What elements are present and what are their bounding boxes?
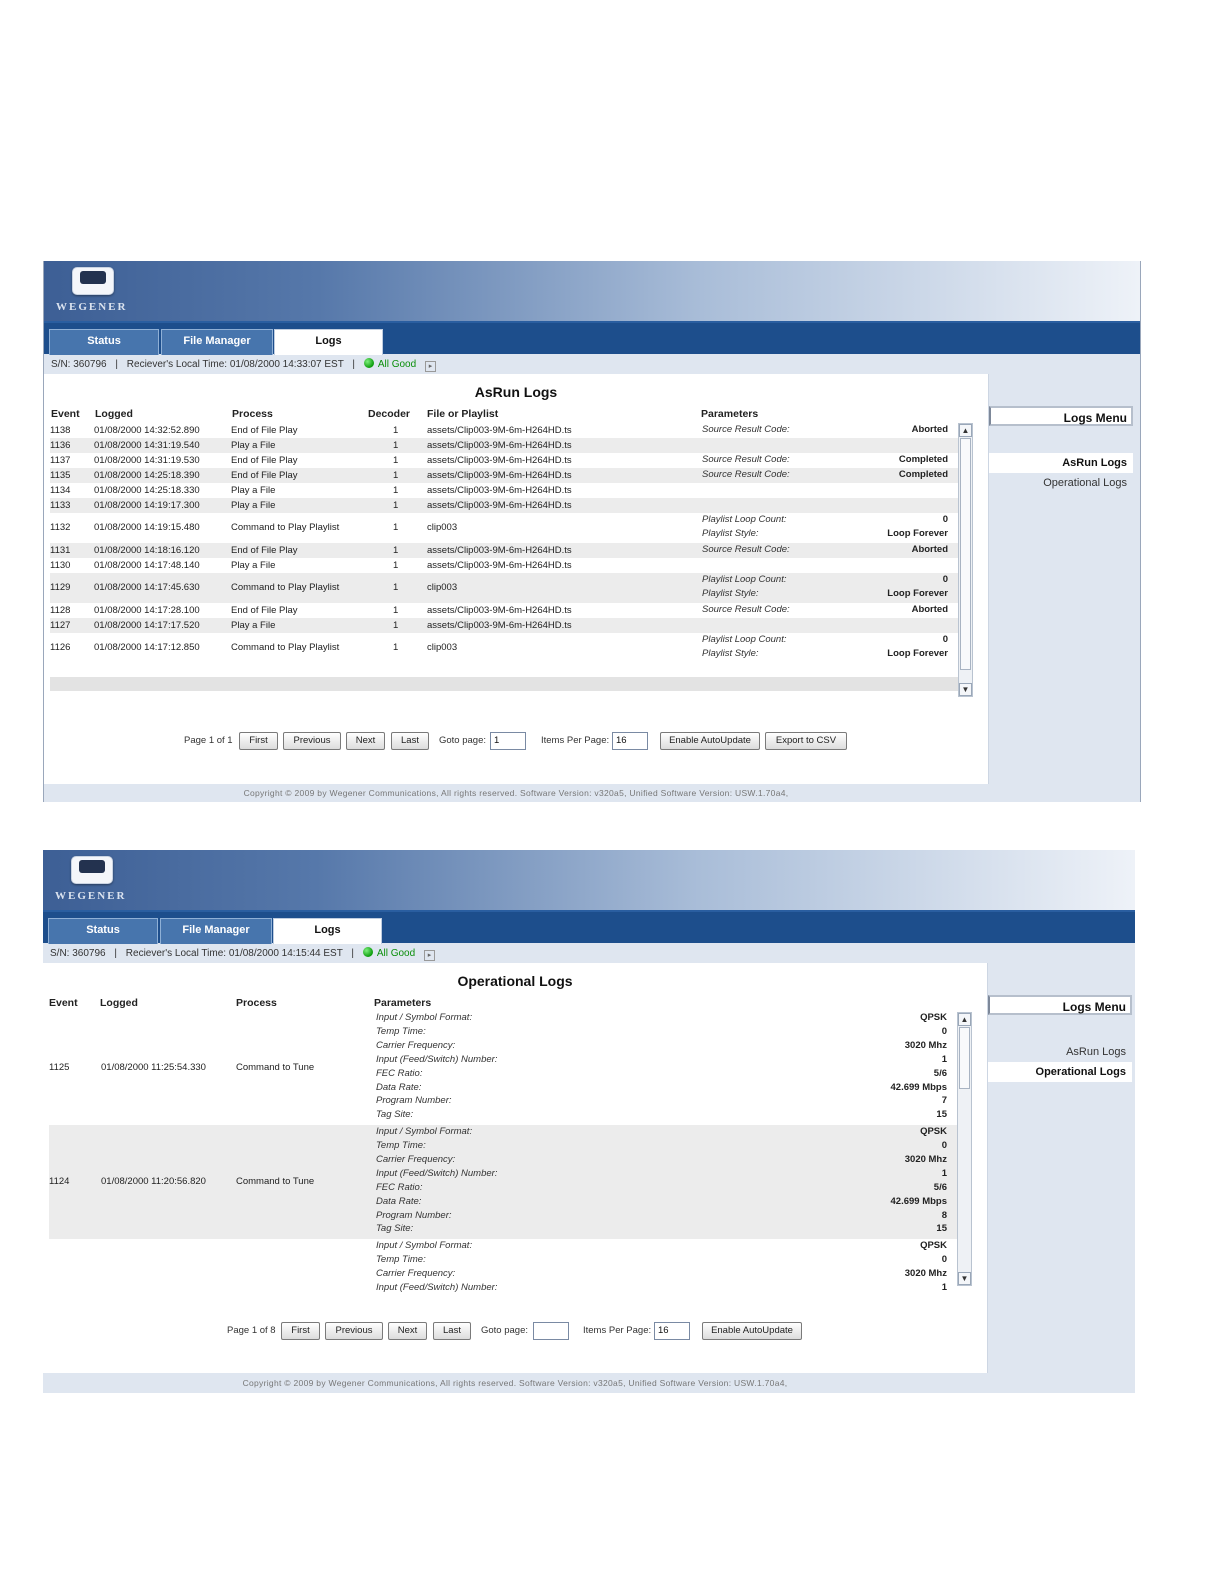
param-value: Aborted (911, 604, 948, 615)
process-name: Command to Play Playlist (231, 582, 340, 593)
wegener-logo (56, 267, 136, 317)
param-value: 0 (942, 514, 948, 525)
table-row (50, 498, 958, 513)
separator: | (352, 359, 356, 370)
wegener-logo (55, 856, 135, 906)
operational-logs-screen (43, 850, 1135, 1393)
operational-table-body (49, 1011, 957, 1294)
table-row (49, 1011, 957, 1125)
menu-item-operational-logs[interactable]: Operational Logs (1043, 477, 1127, 489)
menu-item-operational-logs[interactable]: Operational Logs (988, 1062, 1132, 1082)
logo-wordmark: WEGENER (55, 890, 127, 902)
goto-label: Goto page: (439, 735, 487, 746)
event-id: 1130 (50, 559, 71, 571)
col-file: File or Playlist (427, 408, 499, 420)
scroll-down-icon[interactable]: ▼ (959, 683, 972, 696)
asrun-logs-screen (43, 261, 1141, 802)
scroll-up-icon[interactable]: ▲ (958, 1013, 971, 1026)
param-label: Temp Time: (376, 1254, 426, 1266)
decoder-number: 1 (393, 642, 399, 653)
decoder-number: 1 (393, 582, 399, 593)
process-name: Play a File (231, 439, 276, 451)
file-or-playlist: assets/Clip003-9M-6m-H264HD.ts (427, 619, 572, 631)
param-label: Playlist Style: (702, 648, 759, 659)
logged-time: 01/08/2000 14:19:17.300 (94, 499, 200, 511)
logs-menu-title: Logs Menu (989, 406, 1133, 426)
logo-icon (72, 267, 114, 295)
decoder-number: 1 (393, 559, 399, 571)
decoder-number: 1 (393, 469, 399, 481)
header-banner (44, 261, 1140, 321)
goto-page-input[interactable]: 1 (490, 732, 526, 750)
expand-status-icon[interactable]: ▸ (425, 361, 436, 372)
status-ok-icon (363, 947, 373, 957)
param-value: 5/6 (933, 1067, 947, 1079)
table-row (50, 603, 958, 618)
logged-time: 01/08/2000 14:17:17.520 (94, 619, 200, 631)
param-label: Source Result Code: (702, 424, 790, 435)
next-page-button[interactable]: Next (346, 732, 385, 750)
event-id: 1127 (50, 619, 71, 631)
param-value: 0 (941, 1140, 947, 1152)
logged-time: 01/08/2000 14:25:18.330 (94, 484, 200, 496)
param-label: Carrier Frequency: (376, 1039, 456, 1051)
page-title: Operational Logs (457, 973, 573, 989)
param-value: Aborted (911, 424, 948, 435)
event-id: 1125 (49, 1062, 70, 1074)
param-value: 1 (941, 1282, 947, 1294)
decoder-number: 1 (393, 619, 399, 631)
decoder-number: 1 (393, 424, 399, 436)
param-value: 3020 Mhz (904, 1268, 947, 1280)
param-value: 42.699 Mbps (890, 1081, 947, 1093)
process-name: End of File Play (231, 604, 298, 616)
param-label: Temp Time: (376, 1140, 426, 1152)
process-name: Command to Tune (236, 1062, 315, 1074)
param-value: QPSK (920, 1012, 947, 1023)
local-time: Reciever's Local Time: 01/08/2000 14:15:44 EST (125, 948, 343, 959)
param-label: Tag Site: (376, 1223, 414, 1235)
param-value: 3020 Mhz (904, 1153, 947, 1165)
param-label: Tag Site: (376, 1109, 414, 1121)
tab-file-manager[interactable]: File Manager (160, 918, 272, 944)
process-name: Command to Play Playlist (231, 642, 340, 653)
table-row (50, 513, 958, 543)
table-row (50, 573, 958, 603)
status-line (50, 947, 435, 961)
table-footer-bar (50, 677, 958, 691)
logo-wordmark: WEGENER (56, 301, 128, 313)
asrun-logs-panel (44, 374, 989, 784)
process-name: End of File Play (231, 469, 298, 481)
scroll-up-icon[interactable]: ▲ (959, 424, 972, 437)
file-or-playlist: assets/Clip003-9M-6m-H264HD.ts (427, 484, 572, 496)
param-label: Data Rate: (376, 1195, 422, 1207)
next-page-button[interactable]: Next (388, 1322, 427, 1340)
file-or-playlist: assets/Clip003-9M-6m-H264HD.ts (427, 424, 572, 436)
table-row (50, 438, 958, 453)
items-per-page-label: Items Per Page: (583, 1325, 652, 1336)
param-value: 8 (941, 1209, 947, 1221)
goto-label: Goto page: (481, 1325, 529, 1336)
decoder-number: 1 (393, 522, 399, 533)
file-or-playlist: assets/Clip003-9M-6m-H264HD.ts (427, 469, 572, 481)
param-label: Playlist Loop Count: (702, 514, 787, 525)
param-label: Temp Time: (376, 1025, 426, 1037)
page-title: AsRun Logs (474, 384, 558, 400)
param-label: Input (Feed/Switch) Number: (376, 1167, 498, 1179)
param-value: QPSK (920, 1240, 947, 1252)
header-banner (43, 850, 1135, 910)
event-id: 1124 (49, 1176, 70, 1188)
param-label: Source Result Code: (702, 544, 790, 555)
logged-time: 01/08/2000 11:20:56.820 (101, 1176, 206, 1188)
table-row (50, 618, 958, 633)
param-value: 42.699 Mbps (890, 1195, 947, 1207)
param-label: Source Result Code: (702, 604, 790, 615)
items-per-page-input[interactable]: 16 (612, 732, 648, 750)
expand-status-icon[interactable]: ▸ (424, 950, 435, 961)
last-page-button[interactable]: Last (391, 732, 429, 750)
file-or-playlist: assets/Clip003-9M-6m-H264HD.ts (427, 604, 572, 616)
copyright-footer: Copyright © 2009 by Wegener Communications, All rights reserved. Software Version: v320a5, Unified Software Version: USW.1.70a4, (242, 1378, 788, 1388)
param-value: 15 (936, 1109, 947, 1121)
local-time: Reciever's Local Time: 01/08/2000 14:33:07 EST (126, 359, 344, 370)
decoder-number: 1 (393, 454, 399, 466)
logged-time: 01/08/2000 14:17:48.140 (94, 559, 200, 571)
param-label: Carrier Frequency: (376, 1268, 456, 1280)
decoder-number: 1 (393, 439, 399, 451)
logged-time: 01/08/2000 11:25:54.330 (101, 1062, 206, 1074)
items-per-page-input[interactable]: 16 (654, 1322, 690, 1340)
param-value: 0 (941, 1025, 947, 1037)
operational-logs-panel (43, 963, 988, 1373)
process-name: Command to Tune (236, 1176, 315, 1188)
decoder-number: 1 (393, 604, 399, 616)
logged-time: 01/08/2000 14:17:28.100 (94, 604, 200, 616)
param-value: 0 (942, 634, 948, 645)
col-logged: Logged (100, 997, 138, 1009)
table-row (50, 558, 958, 573)
param-value: Loop Forever (887, 648, 948, 659)
table-row (50, 483, 958, 498)
status-line (51, 358, 436, 372)
col-decoder: Decoder (368, 408, 411, 420)
tab-status[interactable]: Status (48, 918, 158, 944)
event-id: 1137 (50, 454, 71, 466)
col-parameters: Parameters (374, 997, 432, 1009)
items-per-page-label: Items Per Page: (541, 735, 610, 746)
separator: | (351, 948, 355, 959)
separator: | (115, 359, 118, 370)
param-label: Input / Symbol Format: (376, 1126, 473, 1138)
file-or-playlist: assets/Clip003-9M-6m-H264HD.ts (427, 559, 572, 571)
serial-number: S/N: 360796 (50, 948, 106, 959)
first-page-button[interactable]: First (239, 732, 278, 750)
param-value: Completed (898, 469, 948, 480)
param-label: Playlist Style: (702, 588, 759, 599)
process-name: Play a File (231, 619, 276, 631)
menu-item-asrun-logs[interactable]: AsRun Logs (1066, 1046, 1126, 1058)
event-id: 1136 (50, 439, 71, 451)
param-label: FEC Ratio: (376, 1181, 423, 1193)
tab-logs[interactable]: Logs (274, 329, 383, 355)
param-label: Input / Symbol Format: (376, 1012, 473, 1023)
status-text: All Good (376, 948, 416, 959)
process-name: Play a File (231, 559, 276, 571)
param-label: Playlist Style: (702, 528, 759, 539)
tab-logs[interactable]: Logs (273, 918, 382, 944)
param-value: 3020 Mhz (904, 1039, 947, 1051)
page-info: Page 1 of 8 (227, 1325, 276, 1336)
decoder-number: 1 (393, 544, 399, 556)
tab-status[interactable]: Status (49, 329, 159, 355)
col-parameters: Parameters (701, 408, 759, 420)
param-value: 1 (941, 1053, 947, 1065)
file-or-playlist: clip003 (427, 522, 458, 533)
param-value: 0 (942, 574, 948, 585)
param-value: Loop Forever (887, 588, 948, 599)
enable-autoupdate-button[interactable]: Enable AutoUpdate (660, 732, 760, 750)
param-value: Aborted (911, 544, 948, 555)
scroll-thumb[interactable] (959, 1027, 970, 1089)
table-header (49, 997, 969, 1011)
param-value: QPSK (920, 1126, 947, 1138)
param-label: Playlist Loop Count: (702, 634, 787, 645)
last-page-button[interactable]: Last (433, 1322, 471, 1340)
event-id: 1135 (50, 469, 71, 481)
param-value: Loop Forever (887, 528, 948, 539)
nav-tabs (43, 910, 1135, 943)
event-id: 1129 (50, 582, 71, 593)
enable-autoupdate-button[interactable]: Enable AutoUpdate (702, 1322, 802, 1340)
serial-number: S/N: 360796 (51, 359, 107, 370)
param-value: 15 (936, 1223, 947, 1235)
tab-file-manager[interactable]: File Manager (161, 329, 273, 355)
logged-time: 01/08/2000 14:18:16.120 (94, 544, 200, 556)
param-label: Program Number: (376, 1209, 452, 1221)
file-or-playlist: assets/Clip003-9M-6m-H264HD.ts (427, 499, 572, 511)
table-row (50, 468, 958, 483)
param-value: 7 (941, 1095, 947, 1107)
logged-time: 01/08/2000 14:17:12.850 (94, 642, 200, 653)
param-label: FEC Ratio: (376, 1067, 423, 1079)
process-name: End of File Play (231, 424, 298, 436)
param-label: Source Result Code: (702, 469, 790, 480)
param-label: Input (Feed/Switch) Number: (376, 1282, 498, 1294)
separator: | (114, 948, 117, 959)
file-or-playlist: clip003 (427, 582, 458, 593)
event-id: 1126 (50, 642, 71, 653)
decoder-number: 1 (393, 499, 399, 511)
event-id: 1128 (50, 604, 71, 616)
logged-time: 01/08/2000 14:19:15.480 (94, 522, 200, 533)
param-label: Carrier Frequency: (376, 1153, 456, 1165)
logged-time: 01/08/2000 14:17:45.630 (94, 582, 200, 593)
file-or-playlist: assets/Clip003-9M-6m-H264HD.ts (427, 454, 572, 466)
logged-time: 01/08/2000 14:31:19.530 (94, 454, 200, 466)
event-id: 1131 (50, 544, 71, 556)
table-row (49, 1239, 957, 1298)
table-row (50, 453, 958, 468)
status-text: All Good (377, 359, 417, 370)
process-name: Play a File (231, 499, 276, 511)
scroll-down-icon[interactable]: ▼ (958, 1272, 971, 1285)
logo-icon (71, 856, 113, 884)
decoder-number: 1 (393, 484, 399, 496)
first-page-button[interactable]: First (281, 1322, 320, 1340)
event-id: 1133 (50, 499, 71, 511)
param-label: Program Number: (376, 1095, 452, 1107)
scroll-thumb[interactable] (960, 438, 971, 670)
param-value: 1 (941, 1167, 947, 1179)
copyright-footer: Copyright © 2009 by Wegener Communications, All rights reserved. Software Version: v320a5, Unified Software Version: USW.1.70a4, (243, 788, 789, 798)
table-header (50, 408, 970, 422)
param-label: Input / Symbol Format: (376, 1240, 473, 1252)
logged-time: 01/08/2000 14:31:19.540 (94, 439, 200, 451)
page-info: Page 1 of 1 (184, 735, 233, 746)
col-event: Event (51, 408, 80, 420)
goto-page-input[interactable] (533, 1322, 569, 1340)
previous-page-button[interactable]: Previous (283, 732, 341, 750)
export-csv-button[interactable]: Export to CSV (765, 732, 847, 750)
table-row (50, 543, 958, 558)
logged-time: 01/08/2000 14:25:18.390 (94, 469, 200, 481)
event-id: 1134 (50, 484, 71, 496)
col-process: Process (236, 997, 277, 1009)
param-label: Data Rate: (376, 1081, 422, 1093)
logs-menu-title: Logs Menu (988, 995, 1132, 1015)
table-row (50, 423, 958, 438)
event-id: 1138 (50, 424, 71, 436)
param-value: 0 (941, 1254, 947, 1266)
logged-time: 01/08/2000 14:32:52.890 (94, 424, 200, 436)
previous-page-button[interactable]: Previous (325, 1322, 383, 1340)
nav-tabs (44, 321, 1140, 354)
param-value: Completed (898, 454, 948, 465)
file-or-playlist: assets/Clip003-9M-6m-H264HD.ts (427, 439, 572, 451)
process-name: End of File Play (231, 544, 298, 556)
table-scrollbar[interactable] (958, 423, 973, 697)
file-or-playlist: clip003 (427, 642, 458, 653)
param-label: Playlist Loop Count: (702, 574, 787, 585)
asrun-table-body (50, 423, 958, 676)
table-row (49, 1125, 957, 1239)
status-ok-icon (364, 358, 374, 368)
param-label: Input (Feed/Switch) Number: (376, 1053, 498, 1065)
process-name: Play a File (231, 484, 276, 496)
process-name: Command to Play Playlist (231, 522, 340, 533)
table-scrollbar[interactable] (957, 1012, 972, 1286)
event-id: 1132 (50, 522, 71, 533)
col-logged: Logged (95, 408, 133, 420)
process-name: End of File Play (231, 454, 298, 466)
param-label: Source Result Code: (702, 454, 790, 465)
col-event: Event (49, 997, 78, 1009)
file-or-playlist: assets/Clip003-9M-6m-H264HD.ts (427, 544, 572, 556)
table-row (50, 633, 958, 663)
param-value: 5/6 (933, 1181, 947, 1193)
col-process: Process (232, 408, 273, 420)
menu-item-asrun-logs[interactable]: AsRun Logs (989, 453, 1133, 473)
